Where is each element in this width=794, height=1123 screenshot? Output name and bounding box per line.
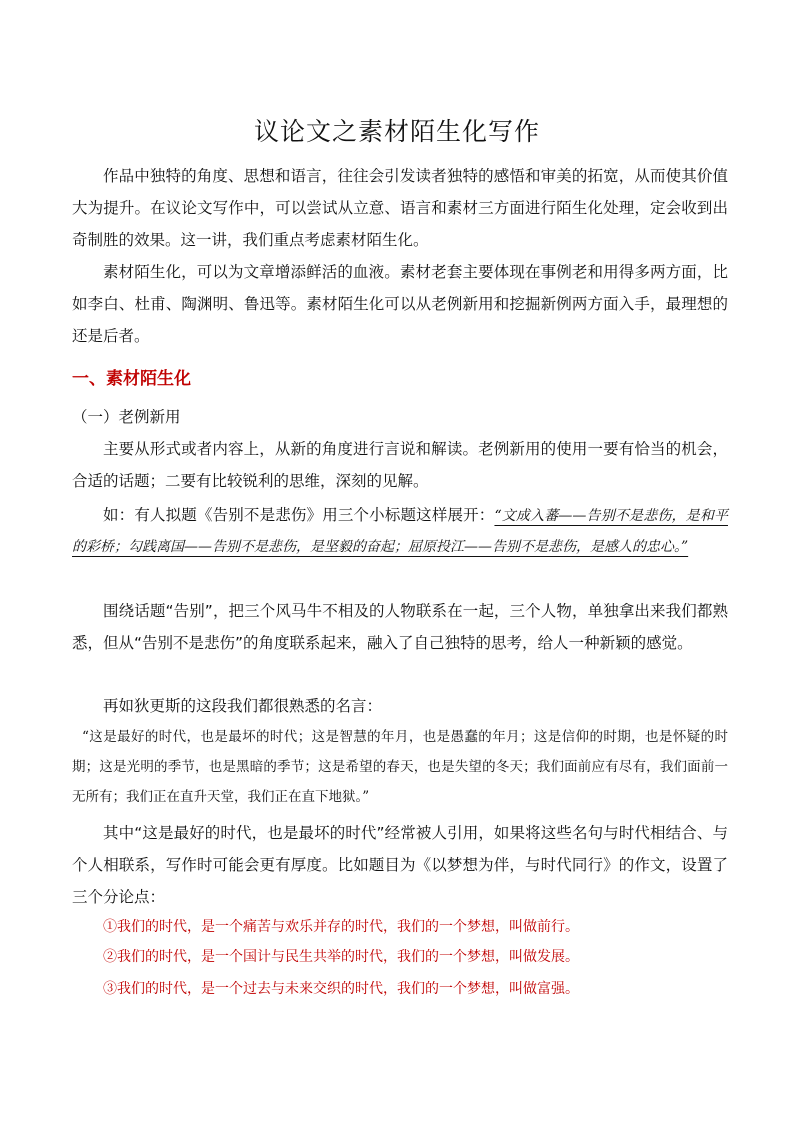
section-heading: 一、素材陌生化 — [72, 369, 191, 389]
method-paragraph: 主要从形式或者内容上，从新的角度进行言说和解读。老例新用的使用一要有恰当的机会，合适的话题；二要有比较锐利的思维，深刻的见解。 — [72, 440, 728, 490]
intro-paragraph-2: 素材陌生化，可以为文章增添鲜活的血液。素材老套主要体现在事例老和用得多两方面，比如李白、杜甫、陶渊明、鲁迅等。素材陌生化可以从老例新用和挖掘新例两方面入手，最理想的还是后者。 — [72, 263, 728, 345]
sub-point-1: ①我们的时代，是一个痛苦与欢乐并存的时代，我们的一个梦想，叫做前行。 — [103, 919, 579, 935]
sub-point-3: ③我们的时代，是一个过去与未来交织的时代，我们的一个梦想，叫做富强。 — [103, 981, 579, 997]
example-quote: “文成入蕃——告别不是悲伤，是和平的彩桥；勾践离国——告别不是悲伤，是坚毅的奋起；屈原投江——告别不是悲伤，是感人的忠心。” — [72, 508, 728, 555]
analysis-paragraph: 围绕话题“告别”，把三个风马牛不相及的人物联系在一起，三个人物，单独拿出来我们都熟悉，但从“告别不是悲伤”的角度联系起来，融入了自己独特的思考，给人一种新颖的感觉。 — [72, 602, 728, 652]
dickens-analysis: 其中“这是最好的时代，也是最坏的时代”经常被人引用，如果将这些名句与时代相结合、与个人相联系，写作时可能会更有厚度。比如题目为《以梦想为伴，与时代同行》的作文，设置了三个分论点： — [72, 824, 728, 906]
example-lead: 如：有人拟题《告别不是悲伤》用三个小标题这样展开： — [103, 506, 495, 524]
intro-paragraph-1: 作品中独特的角度、思想和语言，往往会引发读者独特的感悟和审美的拓宽，从而使其价值大为提升。在议论文写作中，可以尝试从立意、语言和素材三方面进行陌生化处理，定会收到出奇制胜的效果。这一讲，我们重点考虑素材陌生化。 — [72, 167, 728, 249]
page-title: 议论文之素材陌生化写作 — [253, 117, 540, 146]
dickens-lead: 再如狄更斯的这段我们都很熟悉的名言： — [103, 697, 383, 715]
subsection-heading: （一）老例新用 — [72, 408, 181, 426]
example-paragraph — [72, 500, 728, 562]
sub-point-2: ②我们的时代，是一个国计与民生共举的时代，我们的一个梦想，叫做发展。 — [103, 949, 579, 965]
dickens-quote: “这是最好的时代，也是最坏的时代；这是智慧的年月，也是愚蠢的年月；这是信仰的时期，也是怀疑的时期；这是光明的季节，也是黑暗的季节；这是希望的春天，也是失望的冬天；我们面前应有尽有，我们面前一无所有；我们正在直升天堂，我们正在直下地狱。” — [72, 729, 728, 805]
